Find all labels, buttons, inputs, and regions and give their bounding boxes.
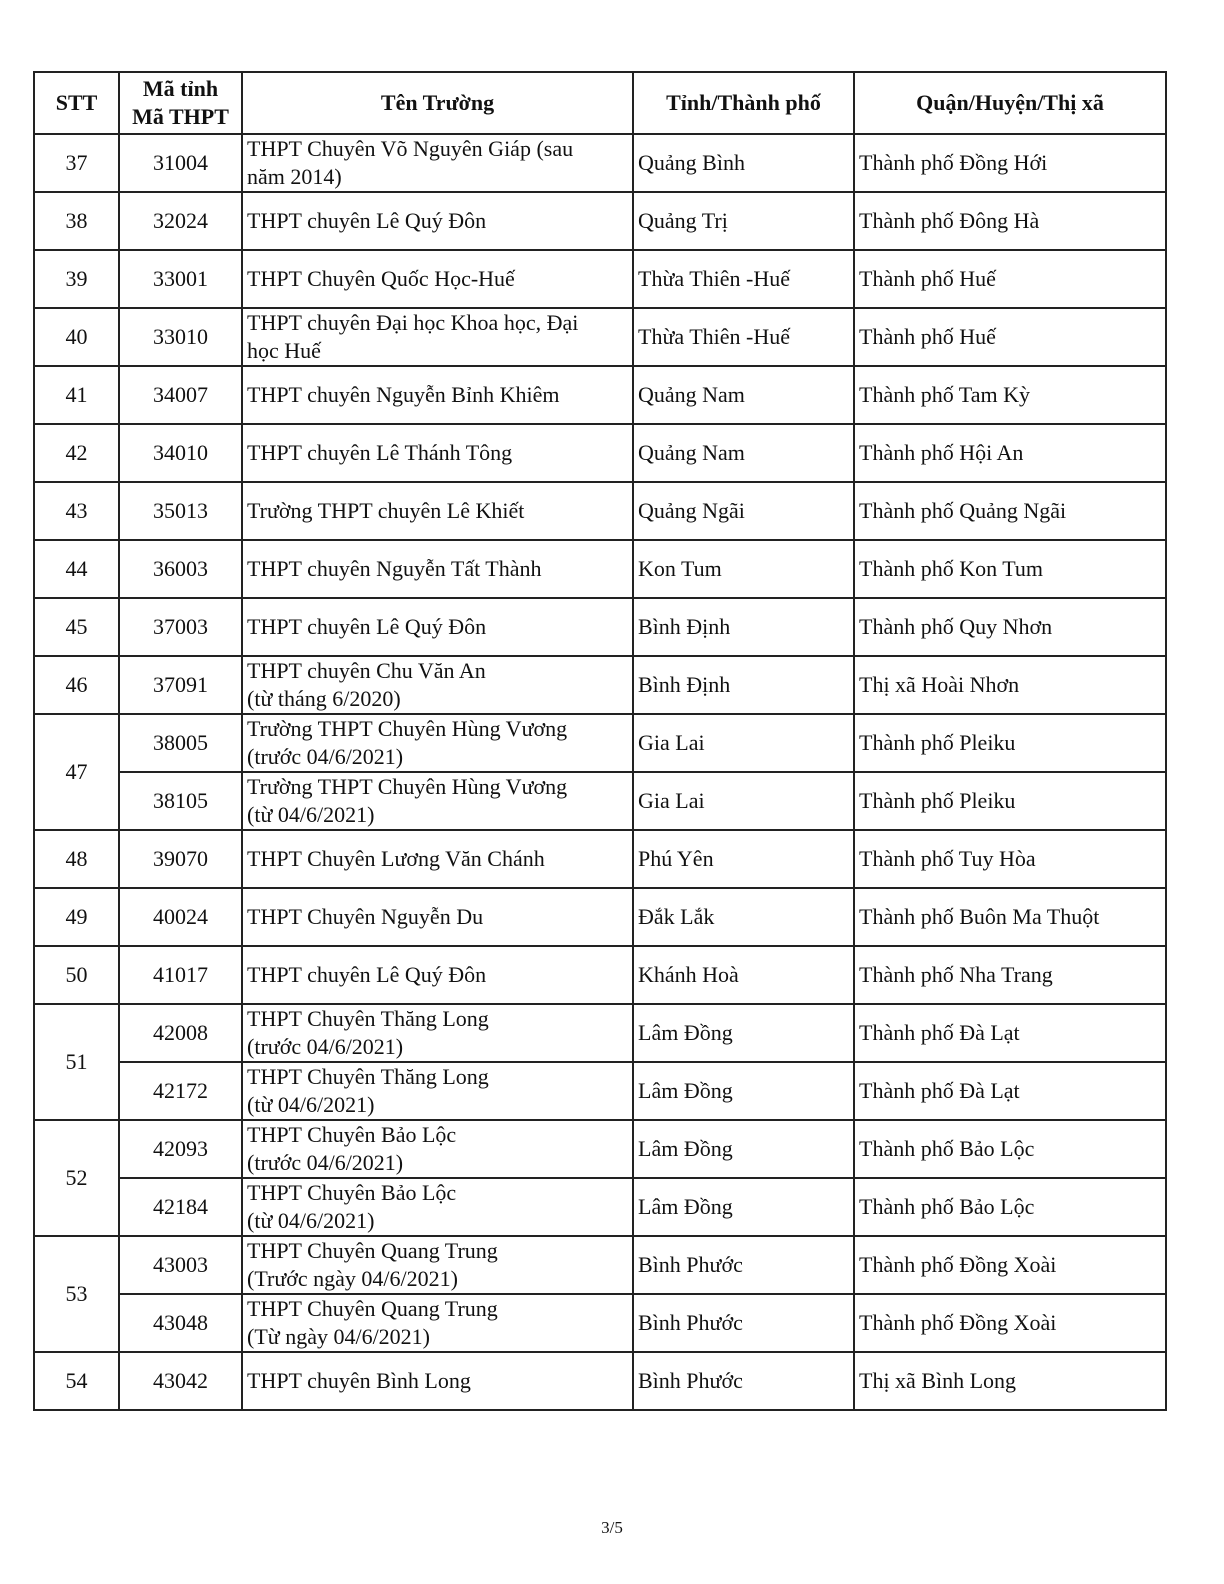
table-row <box>34 250 1166 308</box>
table-row <box>34 1352 1166 1410</box>
school-name-line: THPT Chuyên Lương Văn Chánh <box>247 846 545 871</box>
cell-code: 37003 <box>119 598 242 656</box>
cell-code: 40024 <box>119 888 242 946</box>
school-name-line: THPT Chuyên Nguyễn Du <box>247 904 484 929</box>
cell-code: 38105 <box>119 772 242 830</box>
cell-province: Lâm Đồng <box>633 1004 854 1062</box>
page-number: 3/5 <box>601 1518 623 1537</box>
cell-school-name <box>242 772 633 830</box>
cell-code: 42172 <box>119 1062 242 1120</box>
cell-school-name <box>242 946 633 1004</box>
cell-school-name <box>242 308 633 366</box>
cell-province: Thừa Thiên -Huế <box>633 250 854 308</box>
cell-district: Thành phố Đồng Hới <box>854 134 1166 192</box>
cell-stt: 38 <box>34 192 119 250</box>
cell-code: 33010 <box>119 308 242 366</box>
cell-district: Thành phố Đông Hà <box>854 192 1166 250</box>
cell-school-name <box>242 540 633 598</box>
table-row <box>34 424 1166 482</box>
school-name-line: THPT chuyên Nguyễn Tất Thành <box>247 556 542 581</box>
school-name-line: (trước 04/6/2021) <box>247 1034 404 1059</box>
table-row <box>34 714 1166 772</box>
school-name-line: THPT Chuyên Bảo Lộc <box>247 1122 457 1147</box>
cell-school-name <box>242 192 633 250</box>
school-name-line: THPT chuyên Lê Thánh Tông <box>247 440 513 465</box>
cell-code: 39070 <box>119 830 242 888</box>
cell-province: Quảng Bình <box>633 134 854 192</box>
cell-school-name <box>242 888 633 946</box>
cell-province: Quảng Nam <box>633 366 854 424</box>
school-name-line: (từ 04/6/2021) <box>247 1092 375 1117</box>
cell-code: 43048 <box>119 1294 242 1352</box>
school-name-line: (từ 04/6/2021) <box>247 1208 375 1233</box>
cell-school-name <box>242 656 633 714</box>
school-name-line: THPT Chuyên Thăng Long <box>247 1006 489 1031</box>
cell-school-name <box>242 424 633 482</box>
table-row <box>34 1062 1166 1120</box>
cell-school-name <box>242 1236 633 1294</box>
school-name-line: THPT chuyên Nguyễn Bỉnh Khiêm <box>247 382 560 407</box>
school-name-line: học Huế <box>247 338 321 363</box>
cell-province: Thừa Thiên -Huế <box>633 308 854 366</box>
cell-school-name <box>242 482 633 540</box>
cell-stt: 42 <box>34 424 119 482</box>
cell-code: 42093 <box>119 1120 242 1178</box>
cell-province: Bình Định <box>633 656 854 714</box>
table-row <box>34 482 1166 540</box>
cell-province: Gia Lai <box>633 714 854 772</box>
cell-province: Lâm Đồng <box>633 1120 854 1178</box>
cell-school-name <box>242 1352 633 1410</box>
school-name-line: THPT Chuyên Quang Trung <box>247 1296 498 1321</box>
cell-code: 42184 <box>119 1178 242 1236</box>
school-name-line: (từ 04/6/2021) <box>247 802 375 827</box>
cell-province: Gia Lai <box>633 772 854 830</box>
cell-code: 42008 <box>119 1004 242 1062</box>
cell-school-name <box>242 830 633 888</box>
school-name-line: THPT Chuyên Bảo Lộc <box>247 1180 457 1205</box>
cell-stt: 43 <box>34 482 119 540</box>
cell-school-name <box>242 1120 633 1178</box>
cell-code: 33001 <box>119 250 242 308</box>
cell-province: Phú Yên <box>633 830 854 888</box>
school-name-line: Trường THPT Chuyên Hùng Vương <box>247 716 568 741</box>
cell-district: Thành phố Quy Nhơn <box>854 598 1166 656</box>
cell-district: Thành phố Đà Lạt <box>854 1004 1166 1062</box>
cell-district: Thành phố Hội An <box>854 424 1166 482</box>
table-row <box>34 192 1166 250</box>
cell-province: Kon Tum <box>633 540 854 598</box>
table-row <box>34 772 1166 830</box>
cell-school-name <box>242 134 633 192</box>
school-name-line: (Từ ngày 04/6/2021) <box>247 1324 431 1349</box>
table-row <box>34 366 1166 424</box>
cell-stt: 39 <box>34 250 119 308</box>
table-body <box>34 134 1166 1410</box>
cell-school-name <box>242 598 633 656</box>
table-row <box>34 540 1166 598</box>
table-header-row <box>34 72 1166 134</box>
cell-district: Thành phố Buôn Ma Thuột <box>854 888 1166 946</box>
table-row <box>34 830 1166 888</box>
cell-province: Bình Phước <box>633 1352 854 1410</box>
cell-province: Đắk Lắk <box>633 888 854 946</box>
cell-stt: 49 <box>34 888 119 946</box>
cell-stt: 54 <box>34 1352 119 1410</box>
cell-stt: 52 <box>34 1120 119 1236</box>
cell-province: Bình Định <box>633 598 854 656</box>
cell-district: Thành phố Đồng Xoài <box>854 1236 1166 1294</box>
table-row <box>34 134 1166 192</box>
school-name-line: (trước 04/6/2021) <box>247 1150 404 1175</box>
school-name-line: THPT Chuyên Võ Nguyên Giáp (sau <box>247 136 574 161</box>
cell-code: 37091 <box>119 656 242 714</box>
cell-district: Thành phố Đồng Xoài <box>854 1294 1166 1352</box>
header-province: Tỉnh/Thành phố <box>633 72 854 134</box>
cell-code: 43003 <box>119 1236 242 1294</box>
header-code-line2: Mã THPT <box>132 104 229 129</box>
cell-district: Thị xã Bình Long <box>854 1352 1166 1410</box>
cell-province: Khánh Hoà <box>633 946 854 1004</box>
cell-province: Quảng Ngãi <box>633 482 854 540</box>
school-name-line: THPT chuyên Lê Quý Đôn <box>247 614 487 639</box>
school-name-line: (Trước ngày 04/6/2021) <box>247 1266 458 1291</box>
cell-school-name <box>242 1004 633 1062</box>
cell-stt: 50 <box>34 946 119 1004</box>
school-name-line: THPT chuyên Đại học Khoa học, Đại <box>247 310 579 335</box>
cell-district: Thành phố Huế <box>854 250 1166 308</box>
cell-code: 41017 <box>119 946 242 1004</box>
table-row <box>34 1120 1166 1178</box>
cell-province: Lâm Đồng <box>633 1062 854 1120</box>
cell-stt: 37 <box>34 134 119 192</box>
cell-school-name <box>242 366 633 424</box>
cell-school-name <box>242 1294 633 1352</box>
cell-district: Thị xã Hoài Nhơn <box>854 656 1166 714</box>
cell-district: Thành phố Pleiku <box>854 772 1166 830</box>
cell-code: 35013 <box>119 482 242 540</box>
cell-stt: 41 <box>34 366 119 424</box>
header-school: Tên Trường <box>242 72 633 134</box>
table-row <box>34 888 1166 946</box>
school-name-line: THPT chuyên Chu Văn An <box>247 658 486 683</box>
cell-stt: 47 <box>34 714 119 830</box>
table-row <box>34 308 1166 366</box>
school-name-line: (từ tháng 6/2020) <box>247 686 401 711</box>
cell-stt: 45 <box>34 598 119 656</box>
cell-district: Thành phố Đà Lạt <box>854 1062 1166 1120</box>
school-name-line: THPT Chuyên Thăng Long <box>247 1064 489 1089</box>
cell-code: 36003 <box>119 540 242 598</box>
cell-code: 32024 <box>119 192 242 250</box>
table-row <box>34 1236 1166 1294</box>
school-name-line: THPT chuyên Bình Long <box>247 1368 471 1393</box>
cell-district: Thành phố Huế <box>854 308 1166 366</box>
cell-district: Thành phố Bảo Lộc <box>854 1178 1166 1236</box>
cell-stt: 46 <box>34 656 119 714</box>
cell-stt: 48 <box>34 830 119 888</box>
table-row <box>34 1178 1166 1236</box>
cell-district: Thành phố Pleiku <box>854 714 1166 772</box>
school-name-line: Trường THPT chuyên Lê Khiết <box>247 498 525 523</box>
table-row <box>34 1004 1166 1062</box>
cell-province: Bình Phước <box>633 1294 854 1352</box>
school-name-line: năm 2014) <box>247 164 342 189</box>
header-stt: STT <box>34 72 119 134</box>
school-name-line: Trường THPT Chuyên Hùng Vương <box>247 774 568 799</box>
school-name-line: THPT Chuyên Quang Trung <box>247 1238 498 1263</box>
cell-code: 34010 <box>119 424 242 482</box>
cell-code: 31004 <box>119 134 242 192</box>
cell-code: 38005 <box>119 714 242 772</box>
cell-code: 34007 <box>119 366 242 424</box>
school-name-line: (trước 04/6/2021) <box>247 744 404 769</box>
cell-province: Quảng Nam <box>633 424 854 482</box>
cell-stt: 44 <box>34 540 119 598</box>
school-name-line: THPT Chuyên Quốc Học-Huế <box>247 266 515 291</box>
cell-stt: 51 <box>34 1004 119 1120</box>
cell-province: Bình Phước <box>633 1236 854 1294</box>
cell-stt: 53 <box>34 1236 119 1352</box>
cell-district: Thành phố Kon Tum <box>854 540 1166 598</box>
table-row <box>34 598 1166 656</box>
cell-stt: 40 <box>34 308 119 366</box>
schools-table <box>33 71 1167 1411</box>
cell-district: Thành phố Quảng Ngãi <box>854 482 1166 540</box>
school-name-line: THPT chuyên Lê Quý Đôn <box>247 208 487 233</box>
table-row <box>34 656 1166 714</box>
cell-province: Lâm Đồng <box>633 1178 854 1236</box>
school-name-line: THPT chuyên Lê Quý Đôn <box>247 962 487 987</box>
cell-school-name <box>242 714 633 772</box>
table-row <box>34 1294 1166 1352</box>
cell-district: Thành phố Nha Trang <box>854 946 1166 1004</box>
header-district: Quận/Huyện/Thị xã <box>854 72 1166 134</box>
cell-district: Thành phố Tam Kỳ <box>854 366 1166 424</box>
header-code-line1: Mã tỉnh <box>142 76 219 101</box>
cell-district: Thành phố Tuy Hòa <box>854 830 1166 888</box>
header-code <box>119 72 242 134</box>
cell-school-name <box>242 250 633 308</box>
cell-school-name <box>242 1178 633 1236</box>
cell-district: Thành phố Bảo Lộc <box>854 1120 1166 1178</box>
cell-school-name <box>242 1062 633 1120</box>
cell-province: Quảng Trị <box>633 192 854 250</box>
table-row <box>34 946 1166 1004</box>
cell-code: 43042 <box>119 1352 242 1410</box>
